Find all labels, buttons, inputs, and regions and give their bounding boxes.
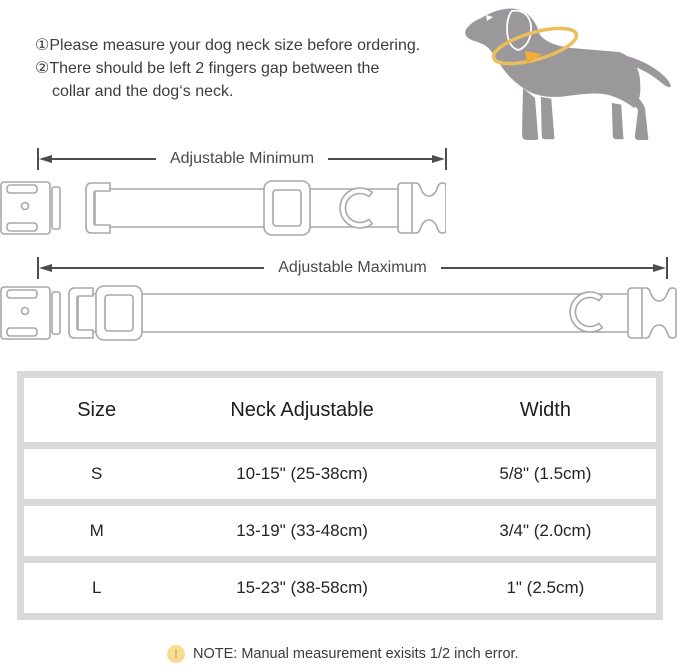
instruction-line-1: ①Please measure your dog neck size before ordering. (35, 37, 421, 54)
table-cell: 13-19" (33-48cm) (236, 521, 368, 540)
collar-strap (78, 294, 630, 332)
column-header-width: Width (519, 398, 571, 421)
instruction-line-3: collar and the dog‘s neck. (52, 83, 234, 100)
table-cell: S (91, 464, 103, 483)
dimension-endbar (445, 148, 447, 170)
buckle-female-icon (398, 183, 446, 233)
column-header-neck-adjustable: Neck Adjustable (230, 398, 374, 421)
table-row-m (24, 506, 656, 556)
adjustable-minimum-label: Adjustable Minimum (169, 150, 315, 167)
table-cell: 10-15" (25-38cm) (236, 464, 368, 483)
adjustable-minimum-dimension (37, 148, 447, 170)
measuring-instructions (35, 34, 420, 103)
arrow-left-icon (39, 155, 52, 163)
arrow-left-icon (39, 264, 52, 272)
buckle-female-icon (628, 288, 676, 338)
buckle-male-icon (1, 287, 60, 339)
triglide-slider (264, 181, 310, 235)
exclamation-icon: ! (167, 645, 185, 663)
note-text: NOTE: Manual measurement exisits 1/2 inch error. (193, 646, 519, 662)
size-table (17, 371, 663, 620)
collar-maximum-diagram (0, 278, 679, 350)
triglide-slider (96, 286, 142, 340)
instruction-line-2: ②There should be left 2 fingers gap between the (35, 60, 380, 77)
dimension-line (52, 267, 264, 269)
dimension-line (328, 158, 432, 160)
dog-illustration (459, 0, 679, 160)
collar-minimum-diagram (0, 173, 446, 243)
dimension-endbar (666, 257, 668, 279)
table-row-l (24, 563, 656, 613)
buckle-male-icon (1, 182, 60, 234)
table-header-row (24, 378, 656, 442)
table-cell: 3/4" (2.0cm) (499, 521, 592, 540)
adjustable-maximum-label: Adjustable Maximum (278, 259, 427, 276)
dimension-line (52, 158, 156, 160)
arrow-right-icon (653, 264, 666, 272)
table-cell: 1" (2.5cm) (506, 578, 585, 597)
arrow-right-icon (432, 155, 445, 163)
table-cell: L (91, 578, 102, 597)
column-header-size: Size (77, 398, 117, 421)
table-row-s (24, 449, 656, 499)
table-cell: M (89, 521, 104, 540)
note (167, 645, 519, 663)
adjustable-maximum-dimension (37, 257, 668, 279)
table-cell: 5/8" (1.5cm) (499, 464, 592, 483)
table-cell: 15-23" (38-58cm) (236, 578, 368, 597)
dimension-line (441, 267, 653, 269)
